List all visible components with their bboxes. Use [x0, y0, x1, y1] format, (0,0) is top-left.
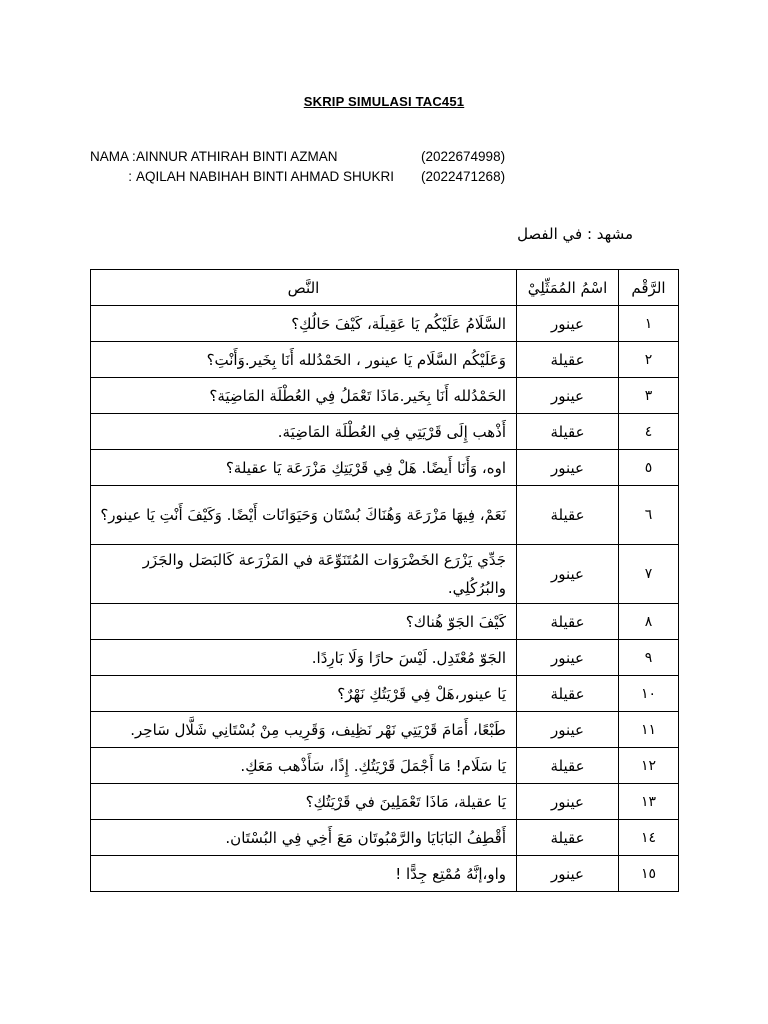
- table-row: [91, 784, 679, 820]
- member-row: [90, 147, 530, 167]
- dialogue-text: نَعَمْ، فِيهَا مَزْرَعَة وَهُنَاكَ بُسْتَان وَحَيَوَانَات أَيْضًا. وَكَيْفَ أَنْتِ يَا عينور؟: [91, 486, 517, 545]
- dialogue-text: واو،إنَّهُ مُمْتِع جِدًّا !: [91, 856, 517, 892]
- member-label: NAMA :: [90, 149, 136, 164]
- header-text: النَّص: [91, 270, 517, 306]
- dialogue-text: جَدِّي يَزْرَع الخَضْرَوَات المُتَنَوِّعَة في المَزْرَعة كَالبَصَل والجَزَر والبُرُكُلِي.: [91, 545, 517, 604]
- member-id: (2022471268): [421, 169, 506, 184]
- scene-heading: مشهد : في الفصل: [517, 225, 633, 243]
- dialogue-text: السَّلَامُ عَلَيْكُم يَا عَقِيلَة، كَيْفَ حَالُكِ؟: [91, 306, 517, 342]
- member-row: [90, 167, 530, 187]
- table-row: [91, 748, 679, 784]
- line-number: ١: [619, 306, 679, 342]
- line-number: ١٤: [619, 820, 679, 856]
- actor-name: عينور: [517, 784, 619, 820]
- member-label: :: [128, 169, 132, 184]
- line-number: ١٠: [619, 676, 679, 712]
- member-name: AINNUR ATHIRAH BINTI AZMAN: [136, 149, 338, 164]
- table-row: [91, 820, 679, 856]
- member-id: (2022674998): [421, 149, 506, 164]
- actor-name: عقيلة: [517, 676, 619, 712]
- actor-name: عقيلة: [517, 748, 619, 784]
- dialogue-text: أَذْهب إِلَى قَرْيَتِي فِي العُطْلَة المَاضِيَة.: [91, 414, 517, 450]
- document-title: SKRIP SIMULASI TAC451: [303, 94, 465, 109]
- table-row: [91, 676, 679, 712]
- table-row: [91, 306, 679, 342]
- table-header-row: [91, 270, 679, 306]
- actor-name: عينور: [517, 712, 619, 748]
- line-number: ٨: [619, 604, 679, 640]
- actor-name: عقيلة: [517, 820, 619, 856]
- line-number: ١٣: [619, 784, 679, 820]
- table-row: [91, 450, 679, 486]
- member-list: [90, 147, 530, 187]
- actor-name: عينور: [517, 450, 619, 486]
- line-number: ١٥: [619, 856, 679, 892]
- actor-name: عينور: [517, 378, 619, 414]
- dialogue-text: أَقْطِفُ البَابَايَا والرَّمْبُوتَان مَعَ أَخِي فِي البُسْتَان.: [91, 820, 517, 856]
- table-row: [91, 378, 679, 414]
- line-number: ٢: [619, 342, 679, 378]
- dialogue-text: يَا عقيلة، مَاذَا تَعْمَلِينَ في قَرْيَتُكِ؟: [91, 784, 517, 820]
- line-number: ٤: [619, 414, 679, 450]
- table-row: [91, 414, 679, 450]
- header-actor: اسْمُ المُمَثِّلِيْ: [517, 270, 619, 306]
- table-row: [91, 640, 679, 676]
- table-row: [91, 342, 679, 378]
- actor-name: عقيلة: [517, 604, 619, 640]
- actor-name: عقيلة: [517, 342, 619, 378]
- line-number: ٦: [619, 486, 679, 545]
- table-row: [91, 486, 679, 545]
- line-number: ١١: [619, 712, 679, 748]
- dialogue-text: يَا عينور،هَلْ فِي قَرْيَتُكِ نَهْرٌ؟: [91, 676, 517, 712]
- line-number: ٩: [619, 640, 679, 676]
- dialogue-text: يَا سَلَام! مَا أَجْمَلَ قَرْيَتُكِ. إِذًا، سَأَذْهب مَعَكِ.: [91, 748, 517, 784]
- header-number: الرَّقْم: [619, 270, 679, 306]
- table-row: [91, 604, 679, 640]
- line-number: ٧: [619, 545, 679, 604]
- table-row: [91, 856, 679, 892]
- actor-name: عقيلة: [517, 414, 619, 450]
- dialogue-text: اوه، وَأَنَا أَيضًا. هَلْ فِي قَرْيَتِكِ مَزْرَعَة يَا عقيلة؟: [91, 450, 517, 486]
- actor-name: عقيلة: [517, 486, 619, 545]
- script-table: [90, 269, 679, 892]
- table-row: [91, 545, 679, 604]
- line-number: ٣: [619, 378, 679, 414]
- actor-name: عينور: [517, 306, 619, 342]
- dialogue-text: الجَوّ مُعْتَدِل. لَيْسَ حارًا وَلَا بَارِدًا.: [91, 640, 517, 676]
- line-number: ٥: [619, 450, 679, 486]
- actor-name: عينور: [517, 856, 619, 892]
- dialogue-text: وَعَلَيْكُم السَّلَام يَا عينور ، الحَمْدُلله أَنَا بِخَير.وَأَنْتِ؟: [91, 342, 517, 378]
- member-name: AQILAH NABIHAH BINTI AHMAD SHUKRI: [136, 169, 395, 184]
- line-number: ١٢: [619, 748, 679, 784]
- dialogue-text: كَيْفَ الجَوّ هُناك؟: [91, 604, 517, 640]
- actor-name: عينور: [517, 640, 619, 676]
- actor-name: عينور: [517, 545, 619, 604]
- table-row: [91, 712, 679, 748]
- dialogue-text: طَبْعًا، أَمَامَ قَرْيَتِي نَهْر نَظِيف، وَقَرِيب مِنْ بُسْتَانِي شَلَّال سَاحِر.: [91, 712, 517, 748]
- dialogue-text: الحَمْدُلله أَنَا بِخَير.مَاذَا تَعْمَلُ فِي العُطْلَة المَاضِيَة؟: [91, 378, 517, 414]
